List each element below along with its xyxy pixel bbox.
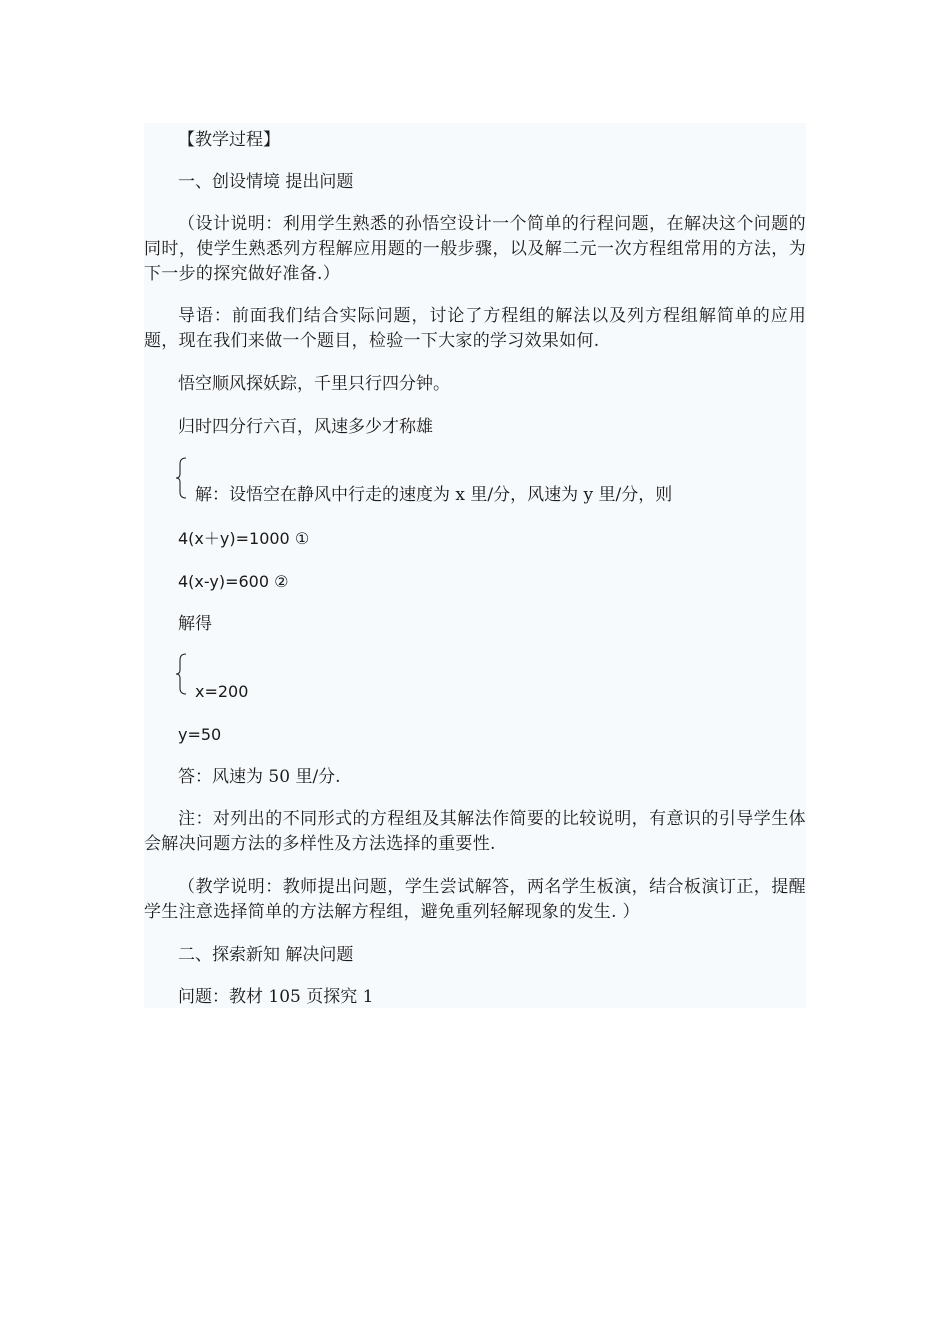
poem-line-1: 悟空顺风探妖踪，千里只行四分钟。 [178,374,450,394]
document-body [144,123,806,1008]
solve-label: 解得 [178,614,212,634]
left-brace-icon [174,456,188,498]
solution-y: y=50 [178,725,222,744]
solution-x: x=200 [195,682,249,701]
design-note-paragraph: （设计说明：利用学生熟悉的孙悟空设计一个简单的行程问题，在解决这个问题的同时，使学生熟悉列方程解应用题的一般步骤，以及解二元一次方程组常用的方法，为下一步的探究做好准备.） [144,214,806,284]
equation-2: 4(x-y)=600 ② [178,572,289,591]
left-brace-icon [174,652,188,694]
section-one-title: 一、创设情境 提出问题 [178,172,354,192]
answer-line: 答：风速为 50 里/分. [178,767,341,787]
note-paragraph: 注：对列出的不同形式的方程组及其解法作简要的比较说明，有意识的引导学生体会解决问题方法的多样性及方法选择的重要性. [144,809,806,854]
intro-paragraph: 导语：前面我们结合实际问题，讨论了方程组的解法以及列方程组解简单的应用题，现在我们来做一个题目，检验一下大家的学习效果如何. [144,306,806,351]
section-two-title: 二、探索新知 解决问题 [178,945,354,965]
teaching-note-paragraph: （教学说明：教师提出问题，学生尝试解答，两名学生板演，结合板演订正，提醒学生注意选择简单的方法解方程组，避免重列轻解现象的发生. ） [144,877,806,922]
teaching-process-heading: 【教学过程】 [178,130,280,150]
equation-1: 4(x＋y)=1000 ① [178,529,310,548]
poem-line-2: 归时四分行六百，风速多少才称雄 [178,417,433,437]
solution-setup-line: 解：设悟空在静风中行走的速度为 x 里/分，风速为 y 里/分，则 [195,485,673,505]
problem-line: 问题：教材 105 页探究 1 [178,987,374,1007]
